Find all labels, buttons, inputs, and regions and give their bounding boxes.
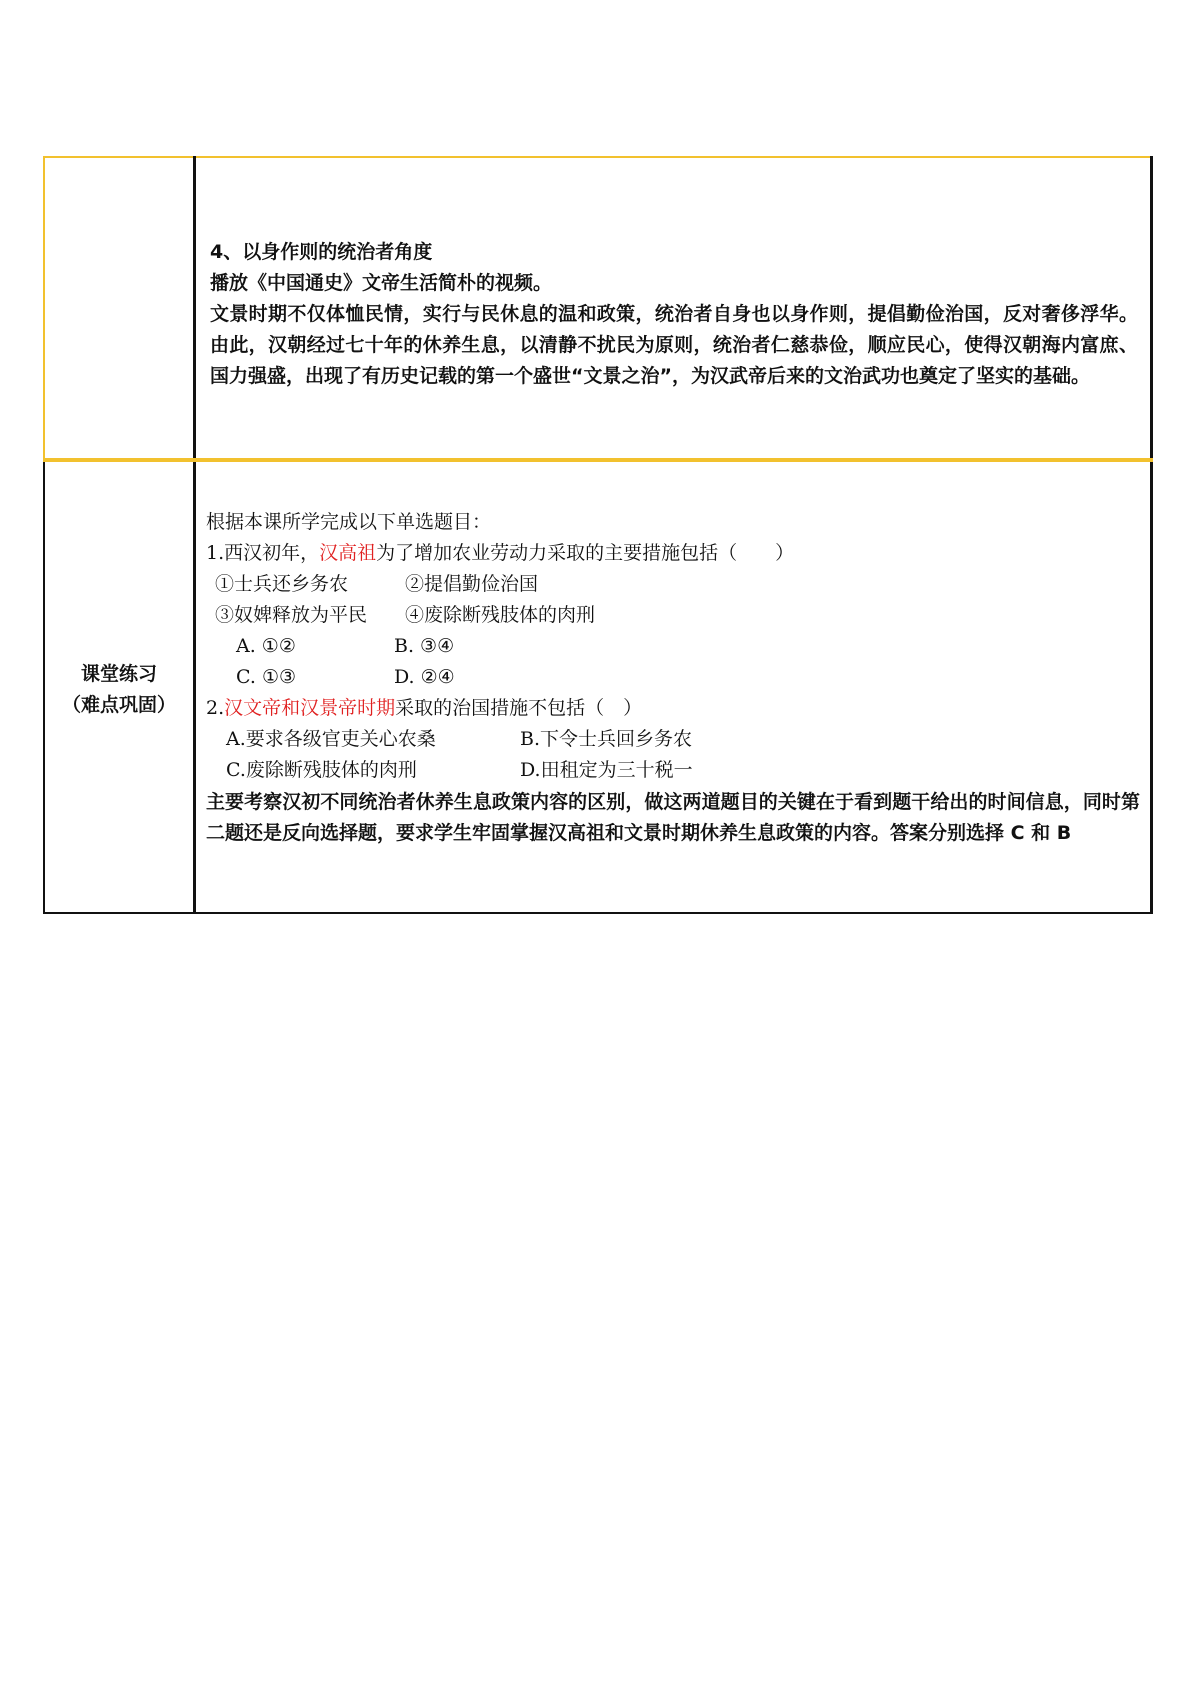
question-1-options-row-2: C. ①③ D. ②④ [236,666,455,688]
table-row [44,157,1152,460]
question-1-items-row-1: ①士兵还乡务农 ②提倡勤俭治国 [215,573,539,595]
section-ruler-example [196,158,1150,392]
question-2-stem: 2.汉文帝和汉景帝时期采取的治国措施不包括（ ） [206,697,643,719]
answer-analysis: 主要考察汉初不同统治者休养生息政策内容的区别，做这两道题目的关键在于看到题干给出的时间信息，同时第二题还是反向选择题，要求学生牢固掌握汉高祖和文景时期休养生息政策的内容。答案分别选择 C 和 B [206,791,1140,844]
video-instruction: 播放《中国通史》文帝生活简朴的视频。 [210,272,553,294]
row-label-cell-empty [44,157,195,460]
exercise-intro: 根据本课所学完成以下单选题目： [206,511,492,533]
row-content-cell [195,157,1152,460]
question-2-options-row-2: C.废除断残肢体的肉刑 D.田租定为三十税一 [226,759,693,781]
question-1-items-row-2: ③奴婢释放为平民 ④废除断残肢体的肉刑 [215,604,596,626]
question-1-stem: 1.西汉初年，汉高祖为了增加农业劳动力采取的主要措施包括（ ） [206,542,795,564]
row-label-cell [44,460,195,913]
explanation-paragraph: 文景时期不仅体恤民情，实行与民休息的温和政策，统治者自身也以身作则，提倡勤俭治国，反对奢侈浮华。由此，汉朝经过七十年的休养生息，以清静不扰民为原则，统治者仁慈恭俭，顺应民心，使得汉朝海内富庶、国力强盛，出现了有历史记载的第一个盛世“文景之治”，为汉武帝后来的文治武功也奠定了坚实的基础。 [210,303,1138,387]
row-content-cell [195,460,1152,913]
question-1-options-row-1: A. ①② B. ③④ [236,635,455,657]
question-1-keyword: 汉高祖 [319,542,377,564]
row-label-subtitle: （难点巩固） [61,694,176,716]
question-2-options-row-1: A.要求各级官吏关心农桑 B.下令士兵回乡务农 [226,728,693,750]
question-2-keyword: 汉文帝和汉景帝时期 [224,697,396,719]
exercise-block [196,462,1150,849]
lesson-plan-table [43,156,1153,914]
row-label-title: 课堂练习 [80,663,157,685]
table-row [44,460,1152,913]
section-heading: 4、以身作则的统治者角度 [210,241,433,263]
